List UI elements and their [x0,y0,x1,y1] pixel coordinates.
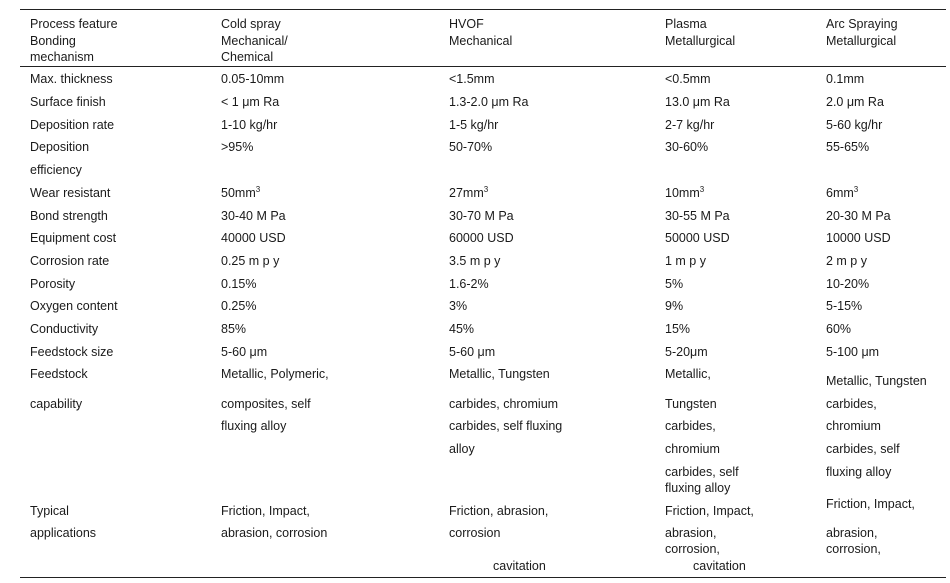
cell-arc: 10-20% [826,277,870,291]
cell-hvof-line3: carbides, self fluxing [449,419,563,433]
row-label: Max. thickness [30,72,113,86]
cell-plasma-line4: cavitation [693,559,746,573]
header-plasma-line2: Metallurgical [665,34,736,48]
cell-arc-line1: Friction, Impact, [826,497,915,511]
cell-cold: 0.15% [221,277,257,291]
cell-plasma: 30-55 M Pa [665,209,730,223]
cell-cold: 5-60 μm [221,345,268,359]
cell-arc-line4: carbides, self [826,442,900,456]
cell-arc [826,185,858,201]
cell-plasma: 1 m p y [665,254,706,268]
cell-plasma: 13.0 μm Ra [665,95,730,109]
exponent: 3 [483,185,489,194]
cell-arc: 10000 USD [826,231,891,245]
cell-hvof: <1.5mm [449,72,495,86]
cell-hvof: 5-60 μm [449,345,496,359]
cell-cold-line3: fluxing alloy [221,419,287,433]
cell-arc: 60% [826,322,852,336]
cell-hvof: 1.3-2.0 μm Ra [449,95,529,109]
cell-plasma-line3: carbides, [665,419,716,433]
cell-plasma-line5: carbides, self [665,465,739,479]
cell-arc: 0.1mm [826,72,865,86]
cell-hvof: 3.5 m p y [449,254,501,268]
cell-plasma-line1: Friction, Impact, [665,504,754,518]
cell-cold-line2: composites, self [221,397,311,411]
header-arc-line1: Arc Spraying [826,17,898,31]
value: 6mm [826,186,854,200]
cell-cold: 85% [221,322,247,336]
cell-arc: 2 m p y [826,254,867,268]
row-label-line1: Feedstock [30,367,88,381]
row-label-line2: applications [30,526,97,540]
cell-arc-line2: abrasion, [826,526,878,540]
row-label: Porosity [30,277,76,291]
cell-cold: 1-10 kg/hr [221,118,278,132]
cell-hvof: 50-70% [449,140,493,154]
cell-cold: 40000 USD [221,231,286,245]
cell-arc: 5-15% [826,299,863,313]
cell-hvof: 3% [449,299,468,313]
exponent: 3 [699,185,705,194]
value: 27mm [449,186,484,200]
cell-arc-line5: fluxing alloy [826,465,892,479]
cell-plasma: <0.5mm [665,72,711,86]
cell-hvof-line1: Metallic, Tungsten [449,367,550,381]
row-label: Equipment cost [30,231,117,245]
cell-plasma: 2-7 kg/hr [665,118,715,132]
cell-plasma: 5% [665,277,684,291]
cell-hvof: 60000 USD [449,231,514,245]
cell-plasma-line4: chromium [665,442,720,456]
header-arc-line2: Metallurgical [826,34,897,48]
cell-cold-line2: abrasion, corrosion [221,526,328,540]
cell-cold [221,185,260,201]
cell-plasma-line6: fluxing alloy [665,481,731,495]
row-label: Deposition rate [30,118,115,132]
cell-plasma: 15% [665,322,691,336]
cell-cold: 30-40 M Pa [221,209,286,223]
cell-arc: 5-100 μm [826,345,880,359]
cell-cold: 0.25% [221,299,257,313]
exponent: 3 [853,185,859,194]
cell-arc-line2: carbides, [826,397,877,411]
header-hvof-line2: Mechanical [449,34,513,48]
cell-hvof-line1: Friction, abrasion, [449,504,549,518]
header-bottom-rule [20,66,946,67]
row-label: Conductivity [30,322,99,336]
cell-plasma-line3: corrosion, [665,542,720,556]
row-label: Bond strength [30,209,108,223]
header-feature-line2: Bonding [30,34,76,48]
row-label-line2: efficiency [30,163,82,177]
cell-hvof-line3: cavitation [493,559,546,573]
cell-hvof [449,185,488,201]
value: 50mm [221,186,256,200]
cell-hvof-line2: carbides, chromium [449,397,559,411]
row-label: Corrosion rate [30,254,110,268]
header-feature-line1: Process feature [30,17,118,31]
header-cold-line1: Cold spray [221,17,281,31]
value: 10mm [665,186,700,200]
header-plasma-line1: Plasma [665,17,707,31]
cell-cold: 0.05-10mm [221,72,285,86]
cell-cold-line1: Metallic, Polymeric, [221,367,329,381]
cell-hvof: 30-70 M Pa [449,209,514,223]
cell-arc-line1: Metallic, Tungsten [826,374,927,388]
header-cold-line2: Mechanical/ [221,34,288,48]
cell-arc: 5-60 kg/hr [826,118,883,132]
row-label: Feedstock size [30,345,114,359]
cell-hvof: 45% [449,322,475,336]
cell-plasma: 50000 USD [665,231,730,245]
cell-hvof: 1-5 kg/hr [449,118,499,132]
cell-arc: 55-65% [826,140,870,154]
cell-arc: 2.0 μm Ra [826,95,884,109]
cell-plasma [665,185,704,201]
cell-hvof-line2: corrosion [449,526,501,540]
table-top-rule [20,9,946,10]
exponent: 3 [255,185,261,194]
row-label: Surface finish [30,95,106,109]
cell-plasma-line2: abrasion, [665,526,717,540]
cell-cold-line1: Friction, Impact, [221,504,310,518]
row-label-line1: Typical [30,504,69,518]
cell-arc-line3: chromium [826,419,881,433]
cell-cold: < 1 μm Ra [221,95,280,109]
cell-plasma: 30-60% [665,140,709,154]
cell-arc: 20-30 M Pa [826,209,891,223]
row-label-line1: Deposition [30,140,90,154]
cell-plasma: 9% [665,299,684,313]
table-bottom-rule [20,577,946,578]
header-cold-line3: Chemical [221,50,274,64]
cell-hvof: 1.6-2% [449,277,489,291]
row-label-line2: capability [30,397,83,411]
row-label: Wear resistant [30,186,111,200]
row-label: Oxygen content [30,299,118,313]
cell-cold: 0.25 m p y [221,254,280,268]
cell-plasma-line2: Tungsten [665,397,717,411]
cell-hvof-line4: alloy [449,442,475,456]
cell-cold: >95% [221,140,254,154]
header-hvof-line1: HVOF [449,17,484,31]
cell-plasma: 5-20μm [665,345,708,359]
cell-plasma-line1: Metallic, [665,367,711,381]
cell-arc-line3: corrosion, [826,542,881,556]
header-feature-line3: mechanism [30,50,94,64]
